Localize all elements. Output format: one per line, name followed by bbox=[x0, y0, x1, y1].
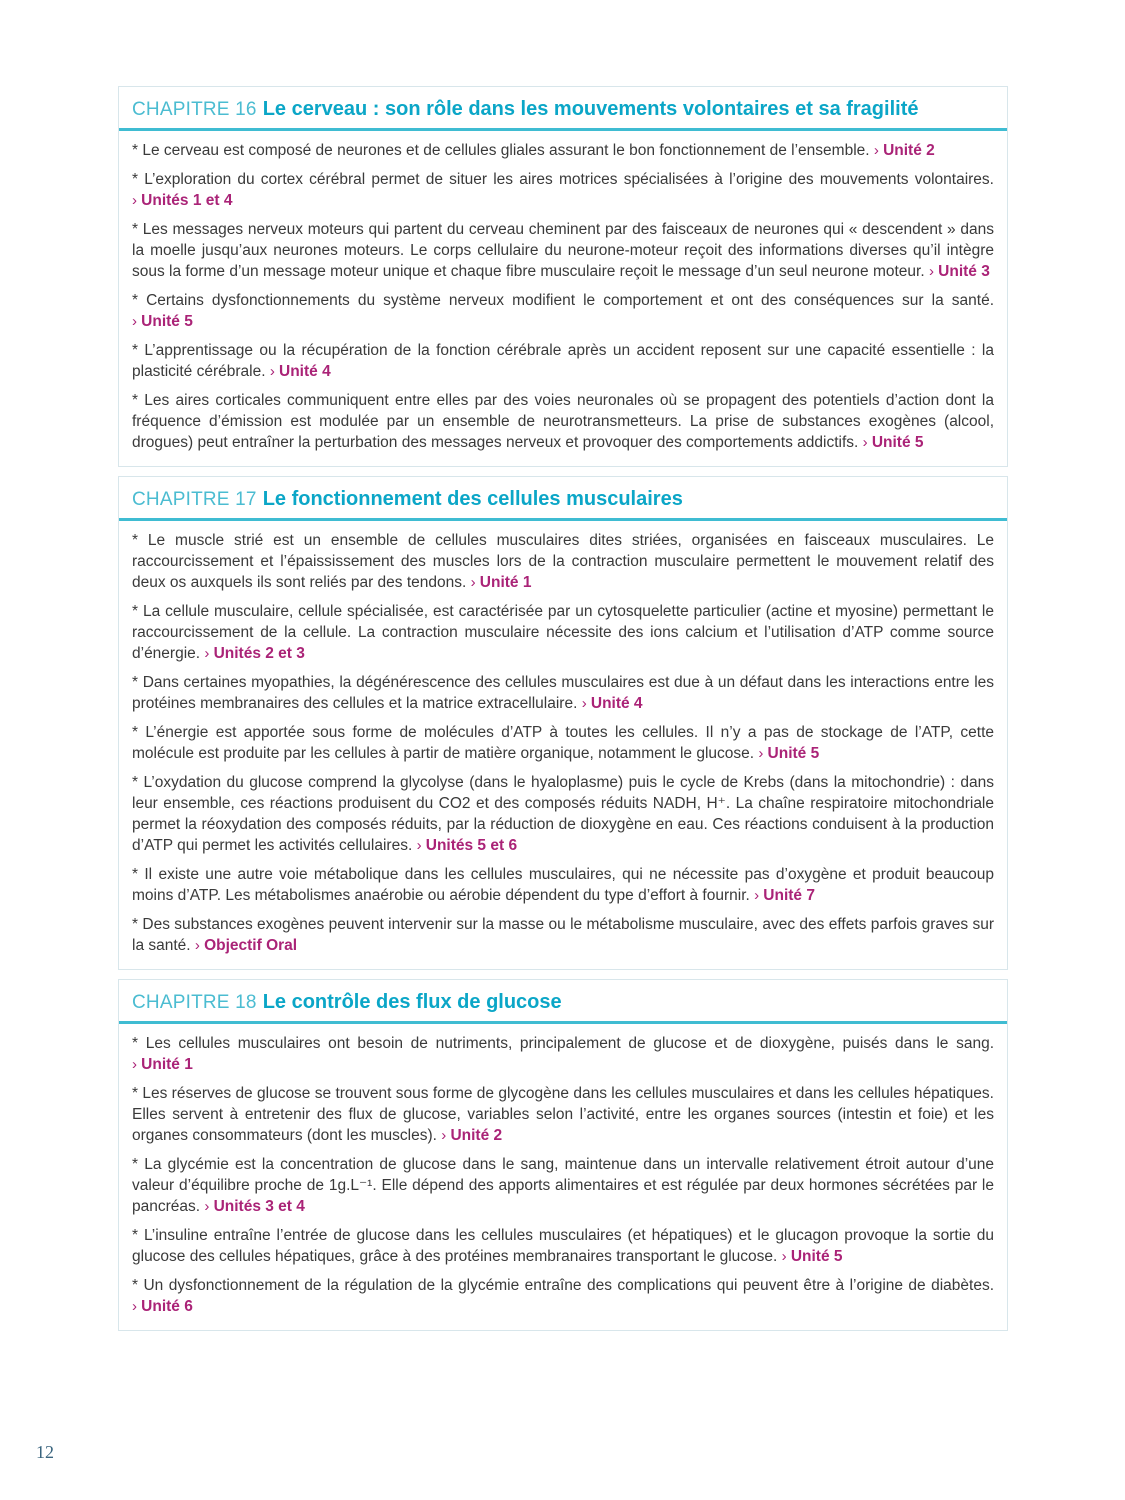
chapter-header bbox=[119, 477, 1007, 521]
chevron-right-icon: › bbox=[781, 1248, 791, 1265]
bullet-marker: * bbox=[132, 342, 145, 359]
unit-ref: Unités 5 et 6 bbox=[425, 837, 518, 854]
unit-ref: Unité 5 bbox=[871, 434, 924, 451]
bullet-text: L’apprentissage ou la récupération de la fonction cérébrale après un accident reposent sur une capacité essentielle : la plasticité cérébrale. bbox=[132, 342, 994, 380]
unit-ref-group bbox=[204, 1198, 304, 1215]
section-body bbox=[119, 1024, 1007, 1330]
summary-bullet bbox=[132, 340, 994, 382]
bullet-marker: * bbox=[132, 603, 143, 620]
chevron-right-icon: › bbox=[862, 434, 872, 451]
chapter-title: Le cerveau : son rôle dans les mouvements volontaires et sa fragilité bbox=[262, 98, 919, 120]
chevron-right-icon: › bbox=[441, 1127, 451, 1144]
bullet-marker: * bbox=[132, 392, 145, 409]
chapter-summary-box bbox=[118, 979, 1008, 1331]
unit-ref-group bbox=[754, 887, 815, 904]
bullet-marker: * bbox=[132, 774, 144, 791]
chevron-right-icon: › bbox=[194, 937, 205, 954]
chevron-right-icon: › bbox=[204, 1198, 214, 1215]
bullet-text: Dans certaines myopathies, la dégénérescence des cellules musculaires est due à un défaut dans les interactions entre les protéines membranaires des cellules et la matrice extracellulaire. bbox=[132, 674, 995, 712]
unit-ref-group bbox=[863, 434, 924, 451]
summary-bullet bbox=[132, 1083, 994, 1146]
unit-ref-group bbox=[132, 192, 232, 209]
chevron-right-icon: › bbox=[132, 1056, 142, 1073]
bullet-marker: * bbox=[132, 171, 145, 188]
bullet-marker: * bbox=[132, 674, 143, 691]
bullet-marker: * bbox=[132, 916, 143, 933]
bullet-text: Des substances exogènes peuvent intervenir sur la masse ou le métabolisme musculaire, avec des effets parfois graves sur la santé. bbox=[132, 916, 995, 954]
page-number: 12 bbox=[36, 1442, 54, 1462]
unit-ref: Objectif Oral bbox=[204, 937, 298, 954]
section-body bbox=[119, 131, 1007, 466]
unit-ref-group bbox=[471, 574, 532, 591]
unit-ref-group bbox=[417, 837, 517, 854]
summary-bullet bbox=[132, 1275, 994, 1317]
summary-bullet bbox=[132, 219, 994, 282]
bullet-marker: * bbox=[132, 292, 147, 309]
unit-ref-group bbox=[782, 1248, 843, 1265]
chevron-right-icon: › bbox=[132, 1298, 142, 1315]
bullet-text: La cellule musculaire, cellule spécialisée, est caractérisée par un cytosquelette particulier (actine et myosine) permettant le raccourcissement de la cellule. La contraction musculaire nécessite des ions calcium et l’utilisation d’ATP comme source d’énergie. bbox=[132, 603, 995, 662]
summary-bullet bbox=[132, 772, 994, 856]
summary-bullet bbox=[132, 390, 994, 453]
chevron-right-icon: › bbox=[416, 837, 426, 854]
bullet-text: La glycémie est la concentration de glucose dans le sang, maintenue dans un intervalle relativement étroit autour d’une valeur d’équilibre proche de 1g.L⁻¹. Elle dépend des apports alimentaires et est régulée par deux hormones sécrétées par le pancréas. bbox=[132, 1156, 994, 1215]
chapter-label: CHAPITRE 17 bbox=[132, 489, 257, 510]
chevron-right-icon: › bbox=[132, 313, 142, 330]
chevron-right-icon: › bbox=[269, 363, 280, 380]
summary-bullet bbox=[132, 169, 994, 211]
chapter-summary-box bbox=[118, 86, 1008, 467]
bullet-text: Les réserves de glucose se trouvent sous forme de glycogène dans les cellules musculaires et dans les cellules hépatiques. Elles servent à entretenir des flux de glucose, variables selon l’activité, entre les organes sources (intestin et foie) et les organes consommateurs (dont les muscles). bbox=[132, 1085, 994, 1144]
section-body bbox=[119, 521, 1007, 969]
unit-ref: Unités 1 et 4 bbox=[141, 192, 233, 209]
unit-ref: Unité 4 bbox=[590, 695, 643, 712]
chevron-right-icon: › bbox=[204, 645, 214, 662]
summary-bullet bbox=[132, 1154, 994, 1217]
chevron-right-icon: › bbox=[754, 887, 764, 904]
unit-ref: Unité 5 bbox=[141, 313, 193, 330]
unit-ref-group bbox=[204, 645, 304, 662]
unit-ref: Unité 2 bbox=[883, 142, 935, 159]
chevron-right-icon: › bbox=[928, 263, 939, 280]
unit-ref: Unité 1 bbox=[479, 574, 532, 591]
chevron-right-icon: › bbox=[873, 142, 884, 159]
unit-ref: Unités 2 et 3 bbox=[213, 645, 305, 662]
bullet-text: Le cerveau est composé de neurones et de cellules gliales assurant le bon fonctionnement de l’ensemble. bbox=[142, 142, 874, 159]
unit-ref-group bbox=[929, 263, 990, 280]
chapter-label: CHAPITRE 16 bbox=[132, 99, 257, 120]
bullet-marker: * bbox=[132, 1156, 145, 1173]
chapter-summary-box bbox=[118, 476, 1008, 970]
chapter-summaries bbox=[118, 86, 1008, 1331]
bullet-text: L’exploration du cortex cérébral permet de situer les aires motrices spécialisées à l’origine des mouvements volontaires. bbox=[144, 171, 994, 188]
unit-ref-group bbox=[132, 1298, 193, 1315]
bullet-marker: * bbox=[132, 866, 145, 883]
unit-ref-group bbox=[758, 745, 819, 762]
chevron-right-icon: › bbox=[581, 695, 591, 712]
unit-ref-group bbox=[441, 1127, 502, 1144]
bullet-marker: * bbox=[132, 1277, 144, 1294]
summary-bullet bbox=[132, 1033, 994, 1075]
bullet-text: Certains dysfonctionnements du système nerveux modifient le comportement et ont des conséquences sur la santé. bbox=[146, 292, 994, 309]
bullet-text: Le muscle strié est un ensemble de cellules musculaires dites striées, organisées en faisceaux musculaires. Le raccourcissement et l’épaississement des muscles lors de la contraction musculaire permettent le mouvement relatif des deux os auxquels ils sont reliés par des tendons. bbox=[132, 532, 995, 591]
unit-ref-group bbox=[195, 937, 297, 954]
unit-ref-group bbox=[874, 142, 935, 159]
chevron-right-icon: › bbox=[470, 574, 480, 591]
bullet-text: Il existe une autre voie métabolique dans les cellules musculaires, qui ne nécessite pas d’oxygène et produit beaucoup moins d’ATP. Les métabolismes anaérobie ou aérobie dépendent du type d’effort à fournir. bbox=[132, 866, 994, 904]
chapter-title: Le fonctionnement des cellules musculaires bbox=[262, 488, 683, 510]
chapter-label: CHAPITRE 18 bbox=[132, 992, 257, 1013]
bullet-text: Un dysfonctionnement de la régulation de la glycémie entraîne des complications qui peuvent être à l’origine de diabètes. bbox=[143, 1277, 995, 1294]
chapter-header bbox=[119, 87, 1007, 131]
chevron-right-icon: › bbox=[758, 745, 768, 762]
unit-ref-group bbox=[270, 363, 331, 380]
bullet-text: Les cellules musculaires ont besoin de nutriments, principalement de glucose et de dioxygène, puisés dans le sang. bbox=[145, 1035, 994, 1052]
unit-ref: Unité 2 bbox=[450, 1127, 503, 1144]
bullet-text: L’oxydation du glucose comprend la glycolyse (dans le hyaloplasme) puis le cycle de Krebs (dans la mitochondrie) : dans leur ensemble, ces réactions produisent du CO2 et des composés réduits NADH, H⁺. La chaîne respiratoire mitochondriale permet la réoxydation des composés réduits, par la réduction de dioxygène en eau. Ces réactions conduisent à la production d’ATP qui permet les activités cellulaires. bbox=[132, 774, 994, 854]
unit-ref: Unité 5 bbox=[790, 1248, 843, 1265]
unit-ref: Unité 3 bbox=[938, 263, 990, 280]
summary-bullet bbox=[132, 530, 994, 593]
unit-ref: Unité 5 bbox=[767, 745, 820, 762]
summary-bullet bbox=[132, 140, 994, 161]
summary-bullet bbox=[132, 672, 994, 714]
summary-bullet bbox=[132, 914, 994, 956]
bullet-text: Les aires corticales communiquent entre elles par des voies neuronales où se propagent des potentiels d’action dont la fréquence d’émission est modulée par un ensemble de neurotransmetteurs. La prise de substances exogènes (alcool, drogues) peut entraîner la perturbation des messages nerveux et provoquer des comportements addictifs. bbox=[132, 392, 994, 451]
summary-bullet bbox=[132, 864, 994, 906]
bullet-text: L’insuline entraîne l’entrée de glucose dans les cellules musculaires (et hépatiques) et le glucagon provoque la sortie du glucose des cellules hépatiques, grâce à des protéines membranaires transportant le glucose. bbox=[132, 1227, 995, 1265]
unit-ref: Unité 6 bbox=[141, 1298, 193, 1315]
summary-bullet bbox=[132, 290, 994, 332]
bullet-marker: * bbox=[132, 142, 143, 159]
bullet-marker: * bbox=[132, 1085, 143, 1102]
unit-ref-group bbox=[582, 695, 643, 712]
bullet-marker: * bbox=[132, 1227, 144, 1244]
unit-ref-group bbox=[132, 313, 193, 330]
bullet-marker: * bbox=[132, 1035, 146, 1052]
unit-ref-group bbox=[132, 1056, 193, 1073]
unit-ref: Unité 7 bbox=[763, 887, 815, 904]
bullet-text: L’énergie est apportée sous forme de molécules d’ATP à toutes les cellules. Il n’y a pas de stockage de l’ATP, cette molécule est produite par les cellules à partir de matière organique, notamment le glucose. bbox=[132, 724, 995, 762]
summary-bullet bbox=[132, 722, 994, 764]
chapter-header bbox=[119, 980, 1007, 1024]
unit-ref: Unités 3 et 4 bbox=[213, 1198, 305, 1215]
summary-bullet bbox=[132, 1225, 994, 1267]
bullet-marker: * bbox=[132, 221, 143, 238]
summary-bullet bbox=[132, 601, 994, 664]
chapter-title: Le contrôle des flux de glucose bbox=[262, 991, 562, 1013]
unit-ref: Unité 4 bbox=[279, 363, 331, 380]
unit-ref: Unité 1 bbox=[141, 1056, 193, 1073]
chevron-right-icon: › bbox=[132, 192, 142, 209]
bullet-marker: * bbox=[132, 532, 148, 549]
bullet-text: Les messages nerveux moteurs qui partent du cerveau cheminent par des faisceaux de neurones qui « descendent » dans la moelle jusqu’aux neurones moteurs. Le corps cellulaire du neurone-moteur reçoit des informations diverses qu’il intègre sous la forme d’un message moteur unique et chaque fibre musculaire reçoit le message d’un seul neurone moteur. bbox=[132, 221, 994, 280]
bullet-marker: * bbox=[132, 724, 146, 741]
